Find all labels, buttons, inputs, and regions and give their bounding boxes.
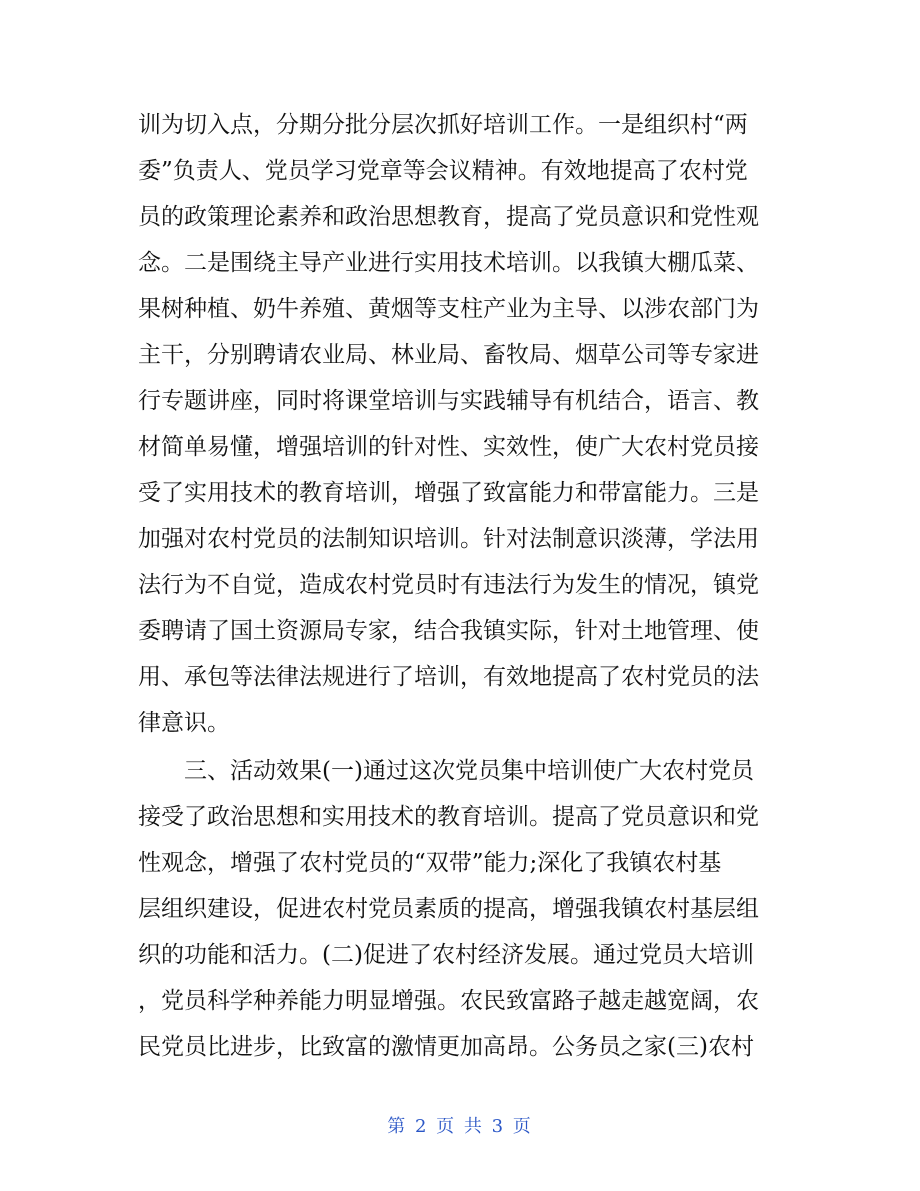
text-line: 织的功能和活力。(二)促进了农村经济发展。通过党员大培训 <box>138 942 754 968</box>
text-line: 念。二是围绕主导产业进行实用技术培训。以我镇大棚瓜菜、 <box>138 250 759 276</box>
text-line: 果树种植、奶牛养殖、黄烟等支柱产业为主导、以涉农部门为 <box>138 296 759 322</box>
text-line: 民党员比进步，比致富的激情更加高昂。公务员之家(三)农村 <box>138 1034 754 1060</box>
text-line: 层组织建设，促进农村党员素质的提高，增强我镇农村基层组 <box>138 896 759 922</box>
text-line: 接受了政治思想和实用技术的教育培训。提高了党员意识和党 <box>138 804 759 830</box>
text-line: 性观念，增强了农村党员的“双带”能力;深化了我镇农村基 <box>138 850 722 876</box>
text-line: 训为切入点，分期分批分层次抓好培训工作。一是组织村“两 <box>138 112 748 138</box>
text-line: 员的政策理论素养和政治思想教育，提高了党员意识和党性观 <box>138 204 759 230</box>
text-line: 律意识。 <box>138 710 230 736</box>
text-line: ，党员科学种养能力明显增强。农民致富路子越走越宽阔，农 <box>138 988 759 1014</box>
text-line: 委聘请了国土资源局专家，结合我镇实际，针对土地管理、使 <box>138 618 759 644</box>
text-line: 加强对农村党员的法制知识培训。针对法制意识淡薄，学法用 <box>138 526 759 552</box>
paragraph-start-line: 三、活动效果(一)通过这次党员集中培训使广大农村党员 <box>184 758 754 784</box>
text-line: 法行为不自觉，造成农村党员时有违法行为发生的情况，镇党 <box>138 572 759 598</box>
text-line: 行专题讲座，同时将课堂培训与实践辅导有机结合，语言、教 <box>138 388 759 414</box>
text-line: 材简单易懂，增强培训的针对性、实效性，使广大农村党员接 <box>138 434 759 460</box>
text-line: 用、承包等法律法规进行了培训，有效地提高了农村党员的法 <box>138 664 759 690</box>
text-line: 受了实用技术的教育培训，增强了致富能力和带富能力。三是 <box>138 480 759 506</box>
page-number-footer: 第 2 页 共 3 页 <box>387 1116 533 1137</box>
text-line: 主干，分别聘请农业局、林业局、畜牧局、烟草公司等专家进 <box>138 342 759 368</box>
text-line: 委”负责人、党员学习党章等会议精神。有效地提高了农村党 <box>138 158 748 184</box>
